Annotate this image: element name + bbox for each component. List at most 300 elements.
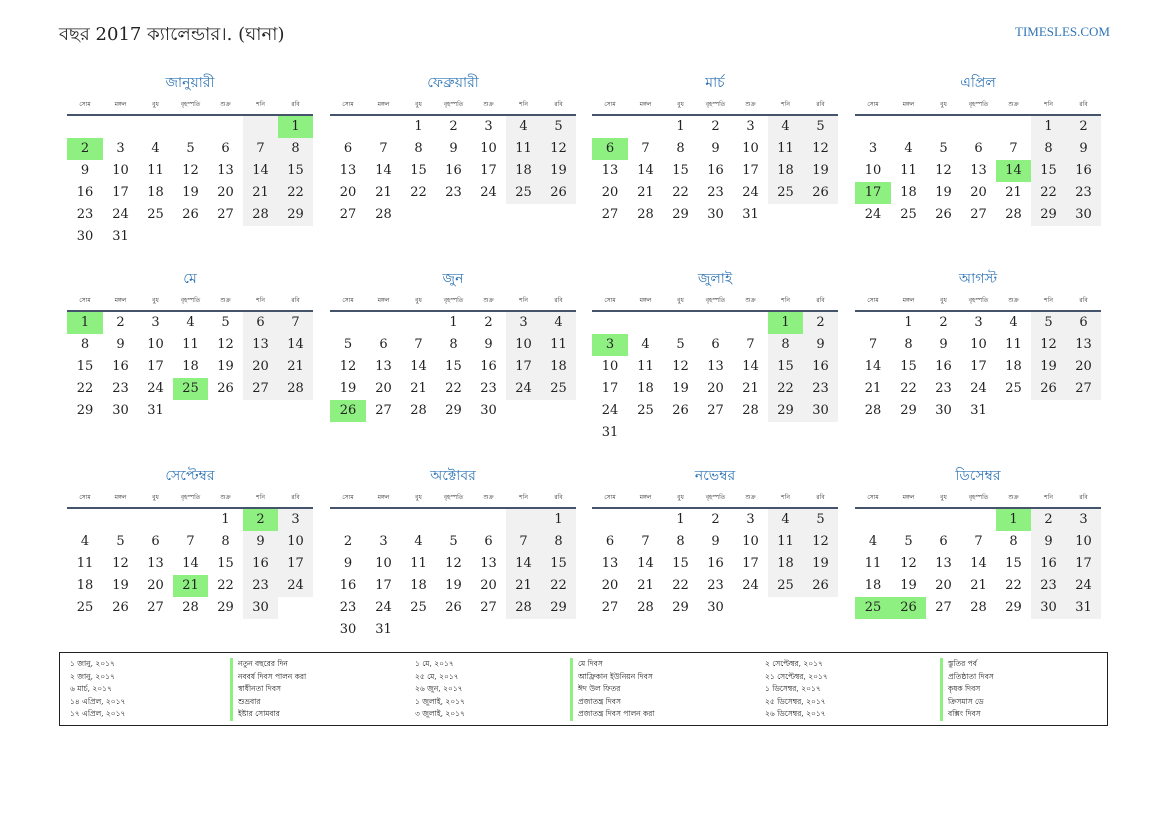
week-row [330, 334, 576, 356]
day-cell: 19 [339, 381, 357, 396]
day-cell: 24 [506, 378, 541, 400]
week-row [592, 312, 838, 334]
day-cell: 17 [1066, 553, 1101, 575]
day-cell: 15 [541, 553, 576, 575]
week-row [855, 597, 1101, 619]
holiday-name: প্রজাতন্ত্র দিবস [570, 696, 655, 709]
day-cell: 2 [449, 119, 458, 134]
day-cell: 4 [414, 534, 423, 549]
weekday-label: রবি [554, 494, 563, 501]
day-cell: 23 [1066, 182, 1101, 204]
month-calendar [67, 268, 313, 422]
day-cell: 3 [974, 315, 983, 330]
day-cell: 14 [506, 553, 541, 575]
day-cell: 3 [746, 119, 755, 134]
day-cell: 9 [803, 334, 838, 356]
day-cell: 25 [541, 378, 576, 400]
day-cell: 24 [480, 185, 497, 200]
day-cell: 22 [672, 185, 689, 200]
month-calendar [855, 465, 1101, 619]
day-cell: 19 [803, 160, 838, 182]
empty-day-cell [663, 422, 698, 444]
empty-day-cell [471, 204, 506, 226]
month-title: এপ্রিল [960, 75, 996, 91]
day-cell: 26 [217, 381, 234, 396]
holiday-name: নববর্ষ দিবস পালন করা [230, 671, 306, 684]
month-title: মে [183, 271, 197, 287]
day-cell: 22 [410, 185, 427, 200]
week-row [67, 204, 313, 226]
month-title: মার্চ [705, 75, 725, 91]
day-cell: 19 [541, 160, 576, 182]
day-cell: 9 [116, 337, 125, 352]
empty-day-cell [278, 597, 313, 619]
day-cell: 23 [1031, 575, 1066, 597]
day-cell: 17 [147, 359, 164, 374]
empty-day-cell [926, 116, 961, 138]
week-row [592, 400, 838, 422]
empty-day-cell [471, 509, 506, 531]
empty-day-cell [436, 509, 471, 531]
day-cell: 27 [339, 207, 357, 222]
holiday-name: শুভ্রবার [230, 696, 306, 709]
week-row [592, 422, 838, 444]
day-cell: 4 [768, 116, 803, 138]
day-cell: 29 [900, 403, 917, 418]
day-cell: 20 [601, 578, 619, 593]
day-cell: 12 [182, 163, 199, 178]
empty-day-cell [961, 509, 996, 531]
empty-day-cell [243, 116, 278, 138]
day-cell: 19 [672, 381, 689, 396]
weekday-label: শনি [1044, 297, 1053, 304]
day-cell: 23 [803, 378, 838, 400]
weekday-label: শুক্র [483, 297, 494, 304]
empty-day-cell [803, 422, 838, 444]
day-cell: 28 [410, 403, 427, 418]
day-cell: 16 [803, 356, 838, 378]
weekday-label: বুধ [415, 101, 422, 108]
day-cell: 30 [76, 229, 94, 244]
month-calendar [330, 268, 576, 422]
day-cell: 15 [672, 556, 689, 571]
holiday-name: প্রতিষ্ঠাতা দিবস [940, 671, 994, 684]
day-cell: 29 [76, 403, 94, 418]
day-cell: 12 [112, 556, 129, 571]
day-cell: 12 [1031, 334, 1066, 356]
day-cell: 23 [707, 578, 724, 593]
day-cell: 25 [410, 600, 427, 615]
empty-day-cell [506, 509, 541, 531]
weekday-label: শুক্র [1008, 494, 1019, 501]
day-cell: 17 [480, 163, 497, 178]
holiday-day-cell: 26 [330, 400, 366, 422]
day-cell: 13 [375, 359, 392, 374]
day-cell: 24 [742, 185, 759, 200]
empty-day-cell [663, 312, 698, 334]
day-cell: 3 [506, 312, 541, 334]
empty-day-cell [208, 116, 243, 138]
day-cell: 3 [868, 141, 878, 156]
day-cell: 12 [339, 359, 357, 374]
week-row [330, 531, 576, 553]
day-cell: 2 [803, 312, 838, 334]
week-row [67, 575, 313, 597]
day-cell: 27 [1066, 378, 1101, 400]
day-cell: 9 [243, 531, 278, 553]
day-cell: 10 [1066, 531, 1101, 553]
holiday-name-column [570, 658, 655, 721]
empty-day-cell [855, 116, 891, 138]
weekday-label: সোম [604, 101, 616, 108]
month-calendar [330, 465, 576, 641]
day-cell: 7 [974, 534, 983, 549]
week-row [855, 509, 1101, 531]
day-cell: 26 [935, 207, 952, 222]
day-cell: 26 [672, 403, 689, 418]
holiday-name-column [230, 658, 306, 721]
weekday-label: মঙ্গল [902, 297, 915, 304]
weekday-label: সোম [604, 494, 616, 501]
day-cell: 11 [147, 163, 164, 178]
weekday-label: বুধ [677, 494, 684, 501]
day-cell: 3 [746, 512, 755, 527]
weekday-label: শুক্র [483, 101, 494, 108]
day-cell: 9 [711, 534, 720, 549]
empty-day-cell [401, 619, 436, 641]
empty-day-cell [506, 204, 541, 226]
empty-day-cell [768, 422, 803, 444]
empty-day-cell [330, 509, 366, 531]
day-cell: 2 [939, 315, 948, 330]
weekday-label: বৃহস্পতি [705, 494, 726, 501]
weekday-label: বুধ [415, 494, 422, 501]
holiday-date: ১ ডিসেম্বর, ২০১৭ [765, 684, 821, 694]
month-calendar [592, 268, 838, 444]
day-cell: 15 [76, 359, 94, 374]
day-cell: 10 [506, 334, 541, 356]
day-cell: 16 [935, 359, 952, 374]
day-cell: 31 [970, 403, 987, 418]
day-cell: 24 [375, 600, 392, 615]
holiday-date-column [70, 658, 125, 721]
day-cell: 25 [637, 403, 654, 418]
day-cell: 27 [480, 600, 497, 615]
day-cell: 7 [379, 141, 388, 156]
weekday-label: সোম [604, 297, 616, 304]
day-cell: 6 [221, 141, 230, 156]
holiday-name: ঈদ উল ফিতর [570, 683, 655, 696]
day-cell: 27 [601, 207, 619, 222]
weekday-label: মঙ্গল [114, 297, 127, 304]
day-cell: 3 [116, 141, 125, 156]
day-cell: 14 [410, 359, 427, 374]
day-cell: 17 [742, 163, 759, 178]
weekday-label: বৃহস্পতি [443, 297, 464, 304]
day-cell: 4 [904, 141, 913, 156]
day-cell: 20 [707, 381, 724, 396]
day-cell: 20 [601, 185, 619, 200]
day-cell: 1 [1031, 116, 1066, 138]
week-row [330, 312, 576, 334]
month-title: আগস্ট [958, 271, 998, 287]
day-cell: 1 [676, 512, 685, 527]
week-row [855, 531, 1101, 553]
holiday-day-cell: 21 [173, 575, 208, 597]
weekday-label: শুক্র [220, 101, 231, 108]
week-row [855, 160, 1101, 182]
empty-day-cell [541, 619, 576, 641]
weekday-label: শনি [1044, 101, 1053, 108]
weekday-label: সোম [867, 101, 879, 108]
day-cell: 16 [76, 185, 94, 200]
day-cell: 12 [935, 163, 952, 178]
weekday-label: মঙ্গল [377, 101, 390, 108]
day-cell: 26 [803, 575, 838, 597]
empty-day-cell [592, 116, 628, 138]
empty-day-cell [138, 226, 173, 248]
weekday-label: মঙ্গল [639, 101, 652, 108]
day-cell: 25 [900, 207, 917, 222]
holiday-name: আফ্রিকান ইউনিয়ন দিবস [570, 671, 655, 684]
weekday-label: সোম [342, 297, 354, 304]
empty-day-cell [541, 204, 576, 226]
day-cell: 25 [506, 182, 541, 204]
weekday-label: মঙ্গল [377, 297, 390, 304]
day-cell: 19 [803, 553, 838, 575]
day-cell: 20 [217, 185, 234, 200]
weekday-label: বুধ [415, 297, 422, 304]
day-cell: 27 [707, 403, 724, 418]
day-cell: 20 [375, 381, 392, 396]
holiday-name: মে দিবস [570, 658, 655, 671]
day-cell: 28 [506, 597, 541, 619]
empty-day-cell [996, 116, 1031, 138]
day-cell: 19 [935, 185, 952, 200]
weekday-header [592, 96, 838, 116]
weekday-label: বৃহস্পতি [180, 297, 201, 304]
week-row [592, 509, 838, 531]
day-cell: 15 [445, 359, 462, 374]
weekday-label: রবি [554, 297, 563, 304]
week-row [330, 204, 576, 226]
weekday-label: মঙ্গল [902, 494, 915, 501]
day-cell: 11 [864, 556, 882, 571]
weekday-label: রবি [291, 101, 300, 108]
week-row [855, 182, 1101, 204]
weekday-header [592, 489, 838, 509]
weekday-label: রবি [291, 494, 300, 501]
empty-day-cell [366, 312, 401, 334]
holiday-date: ২১ সেপ্টেম্বর, ২০১৭ [765, 671, 828, 681]
day-cell: 4 [641, 337, 650, 352]
week-row [67, 597, 313, 619]
weekday-label: শনি [519, 101, 528, 108]
day-cell: 4 [506, 116, 541, 138]
day-cell: 24 [742, 578, 759, 593]
day-cell: 29 [217, 600, 234, 615]
day-cell: 28 [243, 204, 278, 226]
day-cell: 14 [970, 556, 987, 571]
day-cell: 21 [278, 356, 313, 378]
day-cell: 10 [864, 163, 882, 178]
day-cell: 25 [768, 182, 803, 204]
day-cell: 26 [445, 600, 462, 615]
day-cell: 22 [768, 378, 803, 400]
day-cell: 1 [449, 315, 458, 330]
day-cell: 18 [182, 359, 199, 374]
site-link[interactable]: TIMESLES.COM [1015, 24, 1110, 39]
weekday-label: শনি [519, 297, 528, 304]
day-cell: 24 [601, 403, 619, 418]
day-cell: 30 [707, 207, 724, 222]
day-cell: 17 [278, 553, 313, 575]
weekday-header [855, 489, 1101, 509]
day-cell: 19 [112, 578, 129, 593]
day-cell: 1 [676, 119, 685, 134]
week-row [855, 312, 1101, 334]
holiday-name: স্তুতির পর্ব [940, 658, 994, 671]
day-cell: 13 [339, 163, 357, 178]
day-cell: 21 [970, 578, 987, 593]
day-cell: 6 [151, 534, 160, 549]
empty-day-cell [208, 226, 243, 248]
month-title: ডিসেম্বর [955, 468, 1001, 484]
day-cell: 15 [1005, 556, 1022, 571]
empty-day-cell [628, 509, 663, 531]
day-cell: 23 [935, 381, 952, 396]
day-cell: 18 [147, 185, 164, 200]
day-cell: 15 [410, 163, 427, 178]
day-cell: 11 [76, 556, 94, 571]
weekday-label: সোম [867, 297, 879, 304]
day-cell: 22 [672, 578, 689, 593]
day-cell: 21 [243, 182, 278, 204]
weekday-label: মঙ্গল [114, 494, 127, 501]
empty-day-cell [138, 509, 173, 531]
week-row [855, 378, 1101, 400]
weekday-label: রবি [291, 297, 300, 304]
day-cell: 12 [900, 556, 917, 571]
day-cell: 14 [742, 359, 759, 374]
day-cell: 11 [506, 138, 541, 160]
day-cell: 8 [449, 337, 458, 352]
weekday-label: সোম [867, 494, 879, 501]
weekday-label: সোম [342, 494, 354, 501]
holiday-name-column [940, 658, 994, 721]
day-cell: 29 [1005, 600, 1022, 615]
day-cell: 31 [601, 425, 619, 440]
weekday-label: মঙ্গল [377, 494, 390, 501]
day-cell: 25 [1005, 381, 1022, 396]
weekday-label: শুক্র [745, 101, 756, 108]
day-cell: 17 [601, 381, 619, 396]
day-cell: 6 [379, 337, 388, 352]
day-cell: 4 [1009, 315, 1018, 330]
empty-day-cell [243, 226, 278, 248]
week-row [330, 509, 576, 531]
week-row [855, 138, 1101, 160]
day-cell: 5 [449, 534, 458, 549]
weekday-label: মঙ্গল [639, 494, 652, 501]
day-cell: 7 [641, 141, 650, 156]
day-cell: 25 [76, 600, 94, 615]
holiday-date: ৩ জুলাই, ২০১৭ [415, 709, 465, 719]
day-cell: 12 [672, 359, 689, 374]
day-cell: 5 [186, 141, 195, 156]
day-cell: 11 [541, 334, 576, 356]
holiday-day-cell: 1 [278, 116, 313, 138]
day-cell: 27 [375, 403, 392, 418]
day-cell: 11 [768, 531, 803, 553]
day-cell: 20 [1066, 356, 1101, 378]
empty-day-cell [401, 204, 436, 226]
day-cell: 6 [605, 534, 615, 549]
week-row [330, 356, 576, 378]
day-cell: 7 [414, 337, 423, 352]
day-cell: 29 [1031, 204, 1066, 226]
week-row [592, 160, 838, 182]
day-cell: 19 [217, 359, 234, 374]
empty-day-cell [436, 619, 471, 641]
day-cell: 12 [803, 531, 838, 553]
weekday-header [67, 489, 313, 509]
empty-day-cell [733, 422, 768, 444]
day-cell: 28 [864, 403, 882, 418]
day-cell: 7 [278, 312, 313, 334]
weekday-label: রবি [1079, 297, 1088, 304]
day-cell: 5 [676, 337, 685, 352]
weekday-label: শনি [781, 101, 790, 108]
day-cell: 22 [1005, 578, 1022, 593]
empty-day-cell [541, 400, 576, 422]
day-cell: 28 [375, 207, 392, 222]
day-cell: 18 [637, 381, 654, 396]
day-cell: 8 [278, 138, 313, 160]
day-cell: 19 [182, 185, 199, 200]
day-cell: 27 [147, 600, 164, 615]
day-cell: 27 [935, 600, 952, 615]
day-cell: 13 [217, 163, 234, 178]
empty-day-cell [401, 312, 436, 334]
weekday-label: সোম [79, 101, 91, 108]
day-cell: 5 [1031, 312, 1066, 334]
day-cell: 27 [601, 600, 619, 615]
holiday-date: ২৬ ডিসেম্বর, ২০১৭ [765, 709, 826, 719]
day-cell: 13 [935, 556, 952, 571]
day-cell: 17 [375, 578, 392, 593]
week-row [67, 334, 313, 356]
week-row [855, 553, 1101, 575]
day-cell: 13 [480, 556, 497, 571]
weekday-label: বুধ [677, 297, 684, 304]
day-cell: 4 [768, 509, 803, 531]
week-row [67, 531, 313, 553]
week-row [330, 378, 576, 400]
day-cell: 28 [637, 600, 654, 615]
week-row [592, 334, 838, 356]
weekday-label: বৃহস্পতি [968, 297, 989, 304]
day-cell: 15 [1031, 160, 1066, 182]
day-cell: 22 [541, 575, 576, 597]
day-cell: 27 [243, 378, 278, 400]
day-cell: 23 [112, 381, 129, 396]
day-cell: 20 [243, 356, 278, 378]
day-cell: 13 [147, 556, 164, 571]
day-cell: 30 [1066, 204, 1101, 226]
day-cell: 8 [414, 141, 423, 156]
holiday-date: ২ সেপ্টেম্বর, ২০১৭ [765, 659, 823, 668]
